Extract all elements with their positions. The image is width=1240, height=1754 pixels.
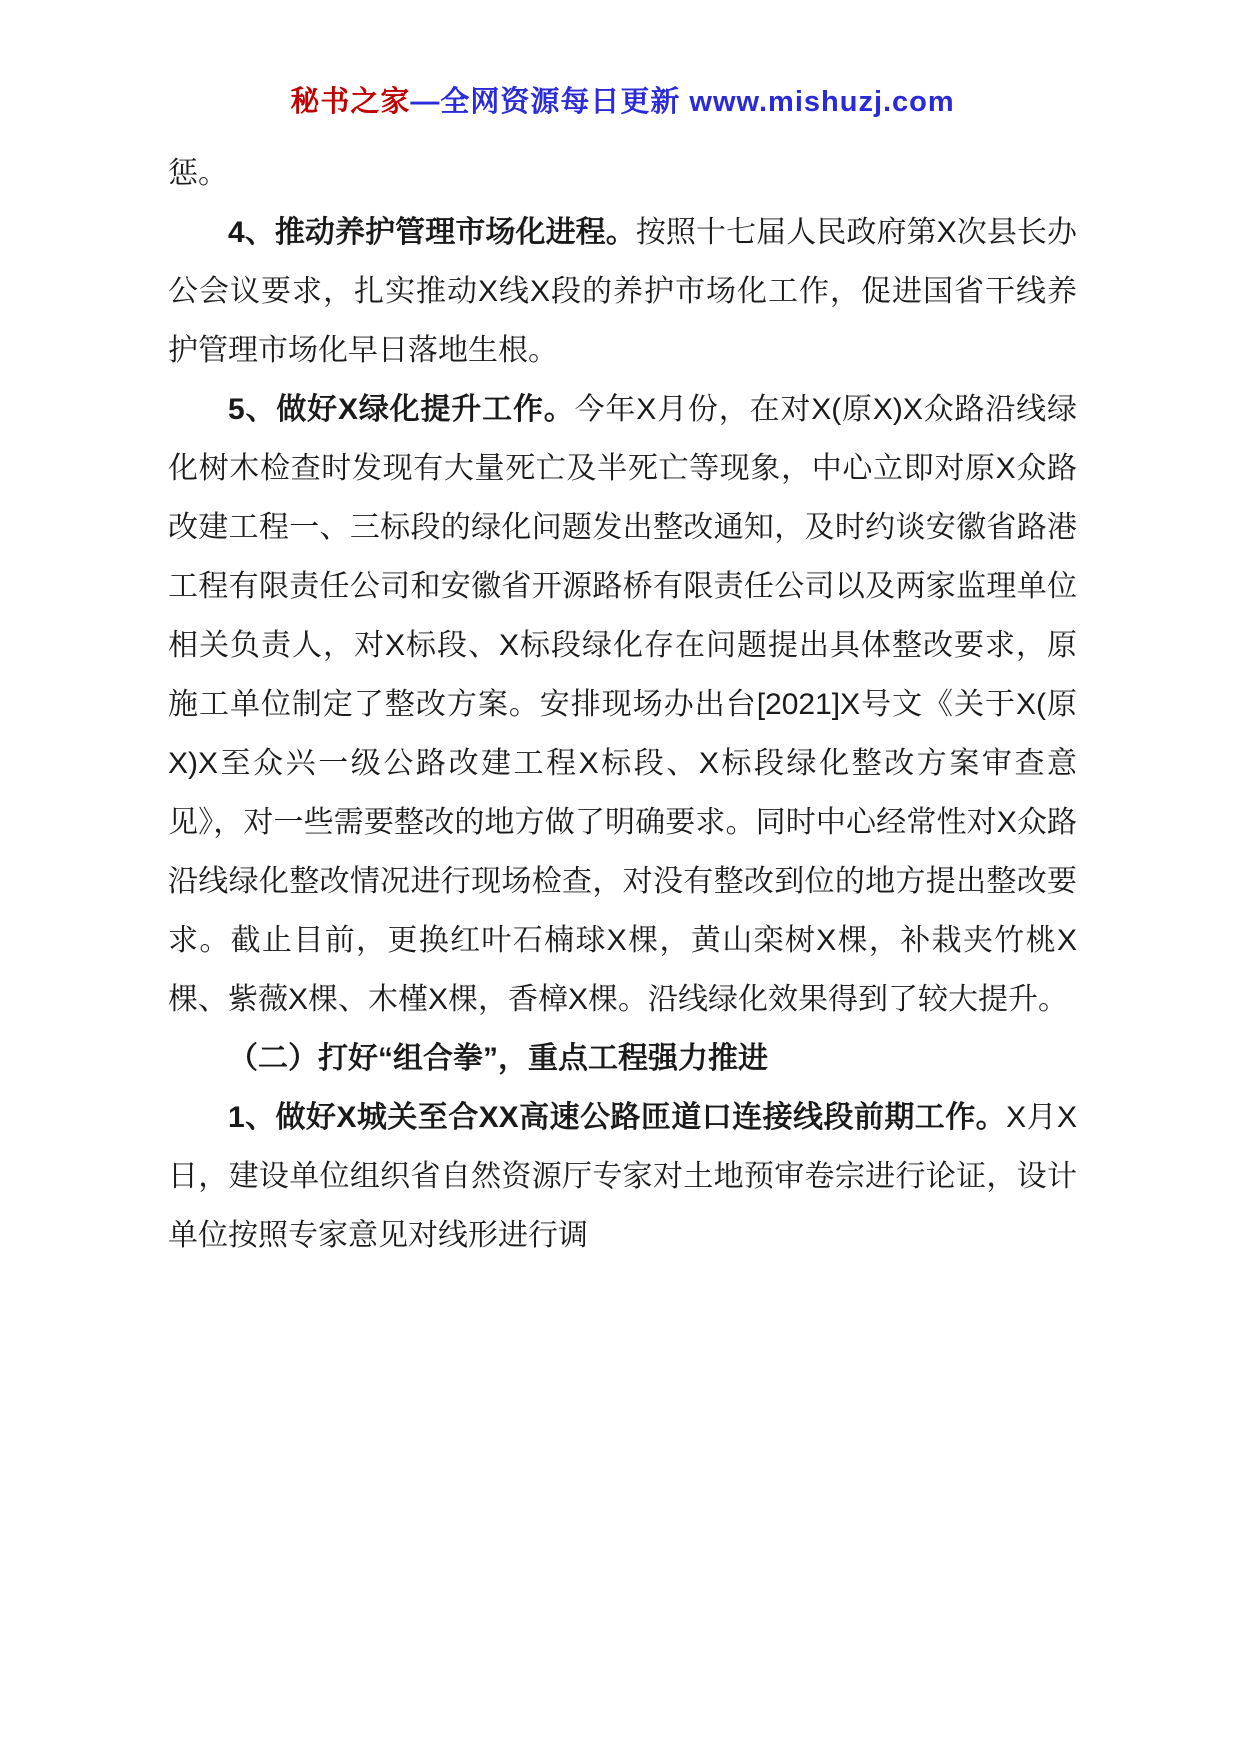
paragraph-lead: 1、做好X城关至合XX高速公路匝道口连接线段前期工作。 (228, 1101, 1007, 1134)
section-heading-text: （二）打好“组合拳”，重点工程强力推进 (228, 1042, 768, 1075)
continuation-text: 惩。 (168, 157, 228, 190)
paragraph-item-4 (168, 203, 1077, 380)
paragraph-item-1 (168, 1088, 1077, 1265)
header-tagline: —全网资源每日更新 (410, 86, 690, 118)
paragraph-lead: 5、做好X绿化提升工作。 (228, 393, 575, 426)
paragraph-lead: 4、推动养护管理市场化进程。 (228, 216, 636, 249)
site-brand: 秘书之家 (290, 86, 411, 118)
paragraph-continuation (168, 144, 1077, 203)
paragraph-text: 按照十七届人民政府第X次县长办公会议要求，扎实推动X线X段的养护市场化工作，促进国省干线养护管理市场化早日落地生根。 (168, 216, 1078, 367)
paragraph-item-5 (168, 380, 1077, 1029)
paragraph-text: X月X日，建设单位组织省自然资源厅专家对土地预审卷宗进行论证，设计单位按照专家意见对线形进行调 (168, 1101, 1077, 1252)
document-body (168, 144, 1077, 1265)
section-heading (168, 1029, 1077, 1088)
paragraph-text: 今年X月份，在对X(原X)X众路沿线绿化树木检查时发现有大量死亡及半死亡等现象，中心立即对原X众路改建工程一、三标段的绿化问题发出整改通知，及时约谈安徽省路港工程有限责任公司和安徽省开源路桥有限责任公司以及两家监理单位相关负责人，对X标段、X标段绿化存在问题提出具体整改要求，原施工单位制定了整改方案。安排现场办出台[2021]X号文《关于X(原X)X至众兴一级公路改建工程X标段、X标段绿化整改方案审查意见》，对一些需要整改的地方做了明确要求。同时中心经常性对X众路沿线绿化整改情况进行现场检查，对没有整改到位的地方提出整改要求。截止目前，更换红叶石楠球X棵，黄山栾树X棵，补栽夹竹桃X棵、紫薇X棵、木槿X棵，香樟X棵。沿线绿化效果得到了较大提升。 (168, 393, 1077, 1016)
header-url-link[interactable]: www.mishuzj.com (689, 86, 955, 118)
site-header (168, 82, 1077, 122)
